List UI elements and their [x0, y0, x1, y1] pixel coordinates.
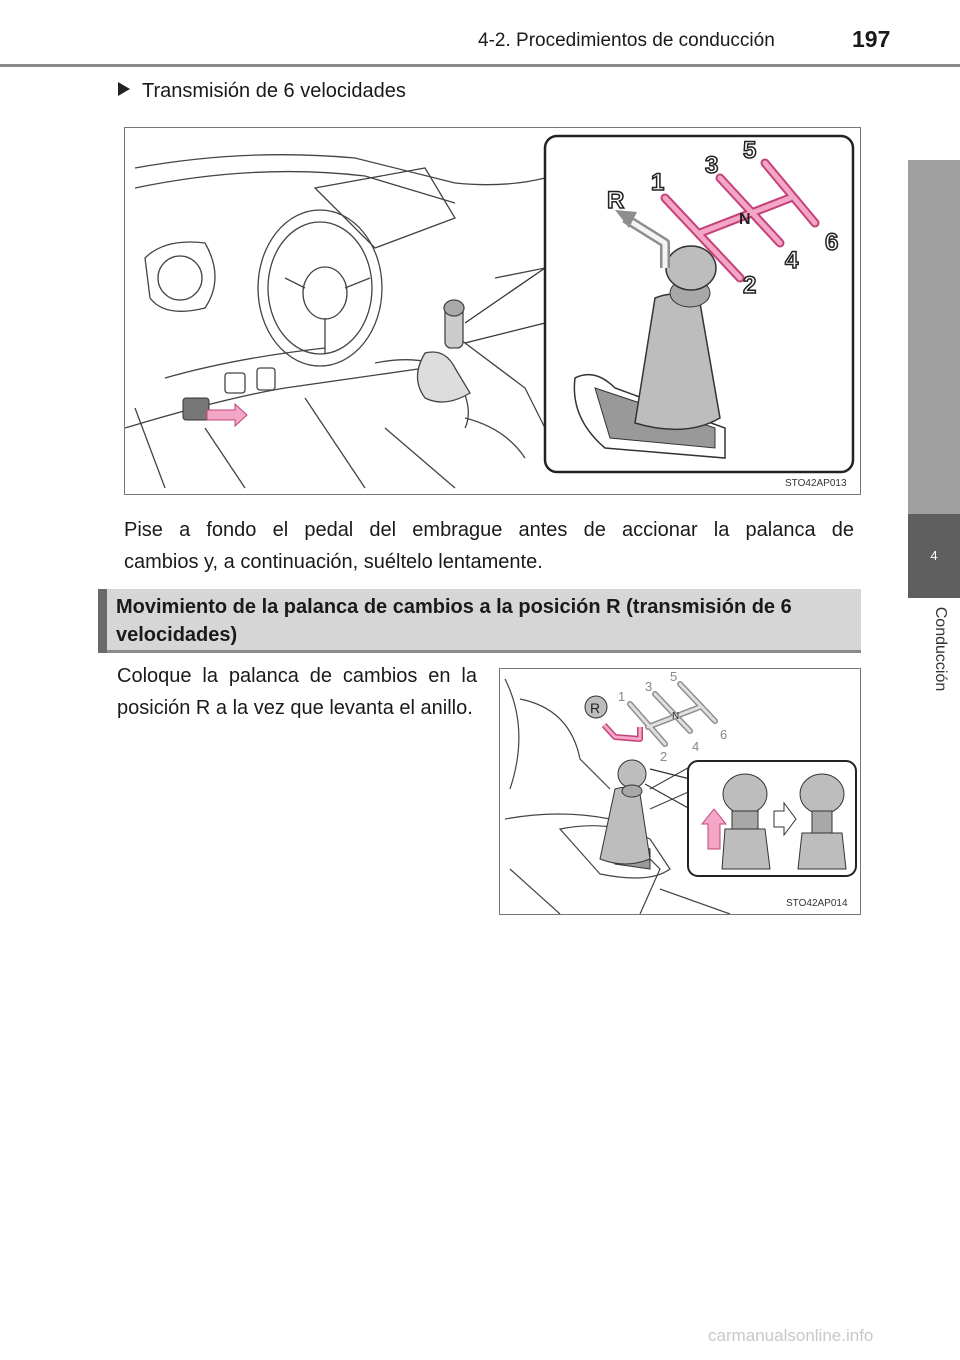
clutch-pedal [183, 398, 209, 420]
reverse-illustration [500, 669, 860, 914]
bullet-triangle-icon [118, 82, 130, 96]
gear-label-3: 3 [705, 152, 719, 179]
gear2-label-n: N [672, 711, 680, 722]
paragraph-reverse: Coloque la palanca de cambios en la posición R a la vez que levanta el anillo. [117, 665, 477, 719]
gear-label-n: N [739, 211, 751, 228]
figure1-code: STO42AP013 [785, 478, 847, 489]
figure-shift-interior [124, 127, 861, 495]
gear2-label-2: 2 [660, 749, 668, 764]
interior-illustration [125, 128, 860, 494]
side-tab-label: Conducción [932, 606, 949, 692]
bullet-heading [118, 80, 406, 103]
gear-label-5: 5 [743, 137, 757, 164]
bullet-text: Transmisión de 6 velocidades [142, 80, 406, 102]
section-heading [98, 589, 861, 653]
side-tab-number: 4 [908, 514, 960, 598]
header-title: 4-2. Procedimientos de conducción [478, 30, 775, 51]
header-rule [0, 64, 960, 67]
gear2-label-6: 6 [720, 727, 728, 742]
gear2-label-4: 4 [692, 739, 700, 754]
section-title: Movimiento de la palanca de cambios a la posición R (transmisión de 6 velocidades) [116, 596, 792, 646]
page-number: 197 [852, 26, 891, 52]
side-tab-background [908, 160, 960, 514]
watermark: carmanualsonline.info [708, 1326, 874, 1345]
figure2-code: STO42AP014 [786, 898, 848, 909]
gear2-label-5: 5 [670, 669, 678, 684]
section-accent [98, 589, 107, 653]
gear-label-4: 4 [785, 247, 799, 274]
gear-label-6: 6 [825, 229, 839, 256]
clutch-arrow-icon [207, 404, 247, 426]
paragraph-clutch [124, 514, 854, 578]
gear-label-r: R [607, 187, 625, 214]
figure-reverse-shift [499, 668, 861, 915]
gear2-label-r: R [590, 700, 601, 716]
gear-label-1: 1 [651, 169, 665, 196]
gear2-label-1: 1 [618, 689, 626, 704]
paragraph-clutch-line2: cambios y, a continuación, suéltelo lentamente. [124, 551, 543, 573]
gear-label-2: 2 [743, 272, 757, 299]
gear2-label-3: 3 [645, 679, 653, 694]
paragraph-clutch-line1: Pise a fondo el pedal del embrague antes de accionar la palanca de [124, 519, 854, 541]
